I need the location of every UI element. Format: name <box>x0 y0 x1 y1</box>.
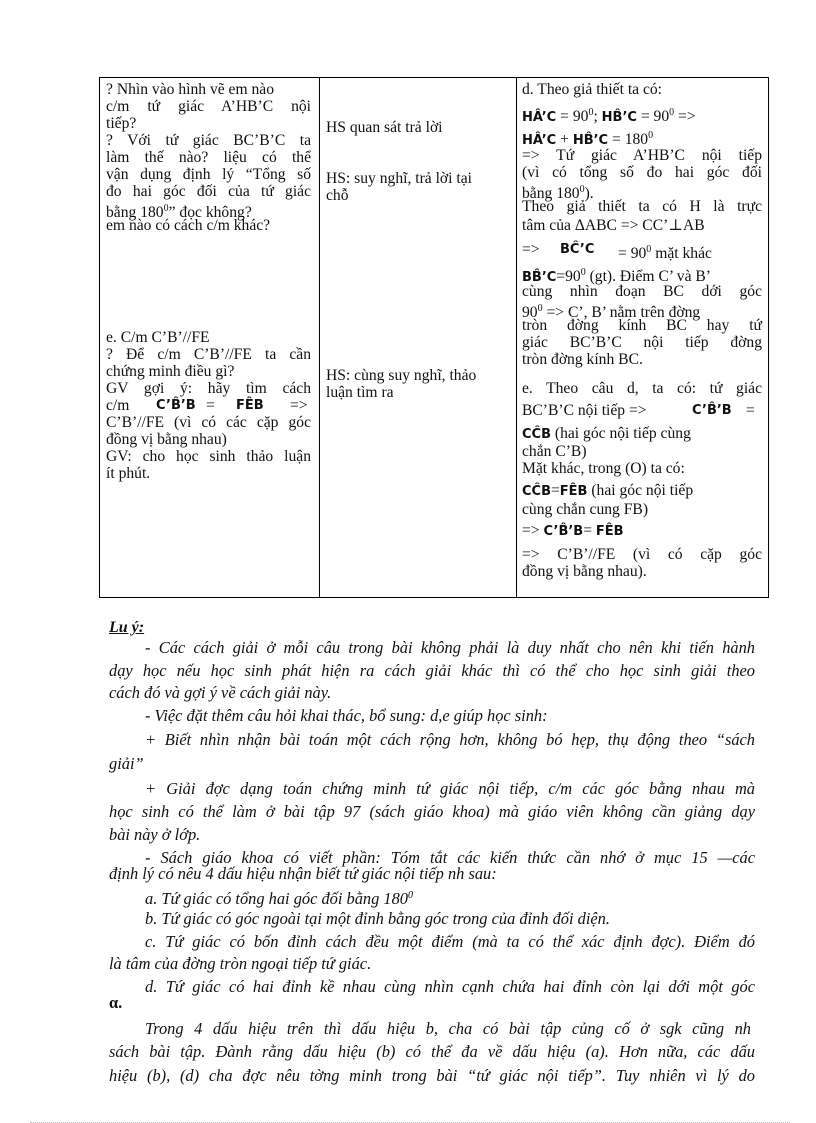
text-line: c/m tứ giác A’HB’C nội <box>106 98 311 115</box>
note-line: sách bài tập. Đành rằng dấu hiệu (b) có thể đa về dấu hiệu (a). Hơn nữa, các dấu <box>109 1042 755 1061</box>
note-line: bài này ở lớp. <box>109 825 201 844</box>
text-line: đồng vị bằng nhau). <box>522 563 647 580</box>
note-line: - Việc đặt thêm câu hỏi khai thác, bổ sung: d,e giúp học sinh: <box>145 706 548 725</box>
text-line: GV: cho học sinh thảo luận <box>106 448 311 465</box>
content-column <box>517 78 769 598</box>
note-line: - Các cách giải ở mỗi câu trong bài không phải là duy nhất cho nên khi tiến hành <box>145 638 755 657</box>
angle-equation: HÂ’C + HB̂’C = $180^0$ <box>522 130 654 148</box>
text-line: đồng vị bằng nhau) <box>106 431 227 448</box>
note-line: + Biết nhìn nhận bài toán một cách rộng hơn, không bó hẹp, thụ động theo “sách <box>145 730 755 749</box>
text-line: chắn C’B) <box>522 443 587 460</box>
teacher-question-column <box>100 78 320 598</box>
text-line: => Tứ giác A’HB’C nội tiếp <box>522 147 762 164</box>
text-line: $90^0 => C$’, B’ nằm trên đờng <box>522 303 701 321</box>
text-line: Mặt khác, trong (O) ta có: <box>522 460 685 477</box>
text-line: tâm của ΔABC => CC’⊥AB <box>522 217 705 234</box>
note-line: α. <box>109 993 123 1012</box>
note-line: học sinh có thể làm ở bài tập 97 (sách giáo khoa) mà giáo viên không cần giảng dạy <box>109 802 755 821</box>
text-line: HS quan sát trả lời <box>326 119 443 136</box>
text-line: d. Theo giả thiết ta có: <box>522 81 663 98</box>
text-line: tròn đờng kính BC. <box>522 351 643 368</box>
text-line: bằng $180^0$” đọc không? <box>106 203 252 221</box>
text-line: giác BC’B’C nội tiếp đờng <box>522 334 762 351</box>
note-line: d. Tứ giác có hai đỉnh kề nhau cùng nhìn cạnh chứa hai đỉnh còn lại dới một góc <box>145 977 755 996</box>
text-line: c/m C’B̂’B = FÊB => <box>106 397 308 414</box>
angle-equation: BC’B’C nội tiếp => C’B̂’B = <box>522 402 755 419</box>
text-line: => C’B’//FE (vì có cặp góc <box>522 546 762 563</box>
note-line: định lý có nêu 4 dấu hiệu nhận biết tứ giác nội tiếp nh sau: <box>109 864 497 883</box>
note-line: c. Tứ giác có bốn đỉnh cách đều một điểm (mà ta có thể xác định đợc). Điểm đó <box>145 932 755 951</box>
note-line: dạy học nếu học sinh phát hiện ra cách giải khác thì có thể cho học sinh giải theo <box>109 661 755 680</box>
note-line: hiệu (b), (d) cha đợc nêu tờng minh trong bài “tứ giác nội tiếp”. Tuy nhiên vì lý do <box>109 1066 755 1085</box>
text-line: ? Nhìn vào hình vẽ em nào <box>106 81 275 98</box>
text-line: đo hai góc đối của tứ giác <box>106 183 311 200</box>
text-line: ít phút. <box>106 465 151 482</box>
angle-equation: $BB̂’C=90^0$ (gt). Điểm C’ và B’ <box>522 267 711 285</box>
note-line: giải” <box>109 754 144 773</box>
angle-equation: CĈB (hai góc nội tiếp cùng <box>522 425 691 442</box>
text-line: e. C/m C’B’//FE <box>106 329 210 346</box>
text-line: chỗ <box>326 187 349 204</box>
note-line: cách đó và gợi ý về cách giải này. <box>109 683 332 702</box>
angle-label: C’B̂’B <box>156 398 196 413</box>
angle-equation: => C’B̂’B= FÊB <box>522 522 624 539</box>
text-line: ? Để c/m C’B’//FE ta cần <box>106 346 311 363</box>
text-line: vận dụng định lý “Tổng số <box>106 166 311 183</box>
student-activity-column <box>320 78 517 598</box>
note-line: là tâm của đờng tròn ngoại tiếp tứ giác. <box>109 954 372 973</box>
text-line: cùng nhìn đoạn BC dới góc <box>522 283 762 300</box>
text-line: cùng chắn cung FB) <box>522 501 649 518</box>
text-line: em nào có cách c/m khác? <box>106 217 271 234</box>
lesson-table <box>99 77 769 598</box>
note-line: b. Tứ giác có góc ngoài tại một đỉnh bằng góc trong của đỉnh đối diện. <box>145 909 610 928</box>
text-line: tròn đờng kính BC hay tứ <box>522 317 762 334</box>
note-title: Lu ý: <box>109 619 145 636</box>
text-line: ? Với tứ giác BC’B’C ta <box>106 132 311 149</box>
text-line: HS: cùng suy nghĩ, thảo <box>326 367 477 384</box>
note-line: + Giải đợc dạng toán chứng minh tứ giác nội tiếp, c/m các góc bằng nhau mà <box>145 779 755 798</box>
note-line: - Sách giáo khoa có viết phần: Tóm tắt các kiến thức cần nhớ ở mục 15 —các <box>145 848 755 867</box>
text-line: (vì có tổng số đo hai góc đối <box>522 164 762 181</box>
angle-equation: CĈB=FÊB (hai góc nội tiếp <box>522 482 694 499</box>
text-line: chứng minh điều gì? <box>106 363 235 380</box>
text-line: bằng $180^0$). <box>522 184 594 202</box>
text-line: C’B’//FE (vì có các cặp góc <box>106 414 311 431</box>
angle-equation: HÂ’C = $90^0$; HB̂’C = $90^0$ => <box>522 107 696 125</box>
angle-equation: => BĈ’C = $90^0$ mặt khác <box>522 241 712 262</box>
text-line: GV gợi ý: hãy tìm cách <box>106 380 311 397</box>
text-line: Theo giả thiết ta có H là trực <box>522 198 762 215</box>
text-line: e. Theo câu d, ta có: tứ giác <box>522 380 762 397</box>
note-line: a. Tứ giác có tổng hai góc đối bằng $180^0$ <box>145 889 413 908</box>
text-line: làm thế nào? liệu có thể <box>106 149 311 166</box>
text-line: luận tìm ra <box>326 384 394 401</box>
text-line: HS: suy nghĩ, trả lời tại <box>326 170 472 187</box>
note-line: Trong 4 dấu hiệu trên thì dấu hiệu b, cha có bài tập củng cố ở sgk cũng nh <box>145 1019 751 1038</box>
text-line: tiếp? <box>106 115 137 132</box>
angle-label: FÊB <box>236 398 264 413</box>
